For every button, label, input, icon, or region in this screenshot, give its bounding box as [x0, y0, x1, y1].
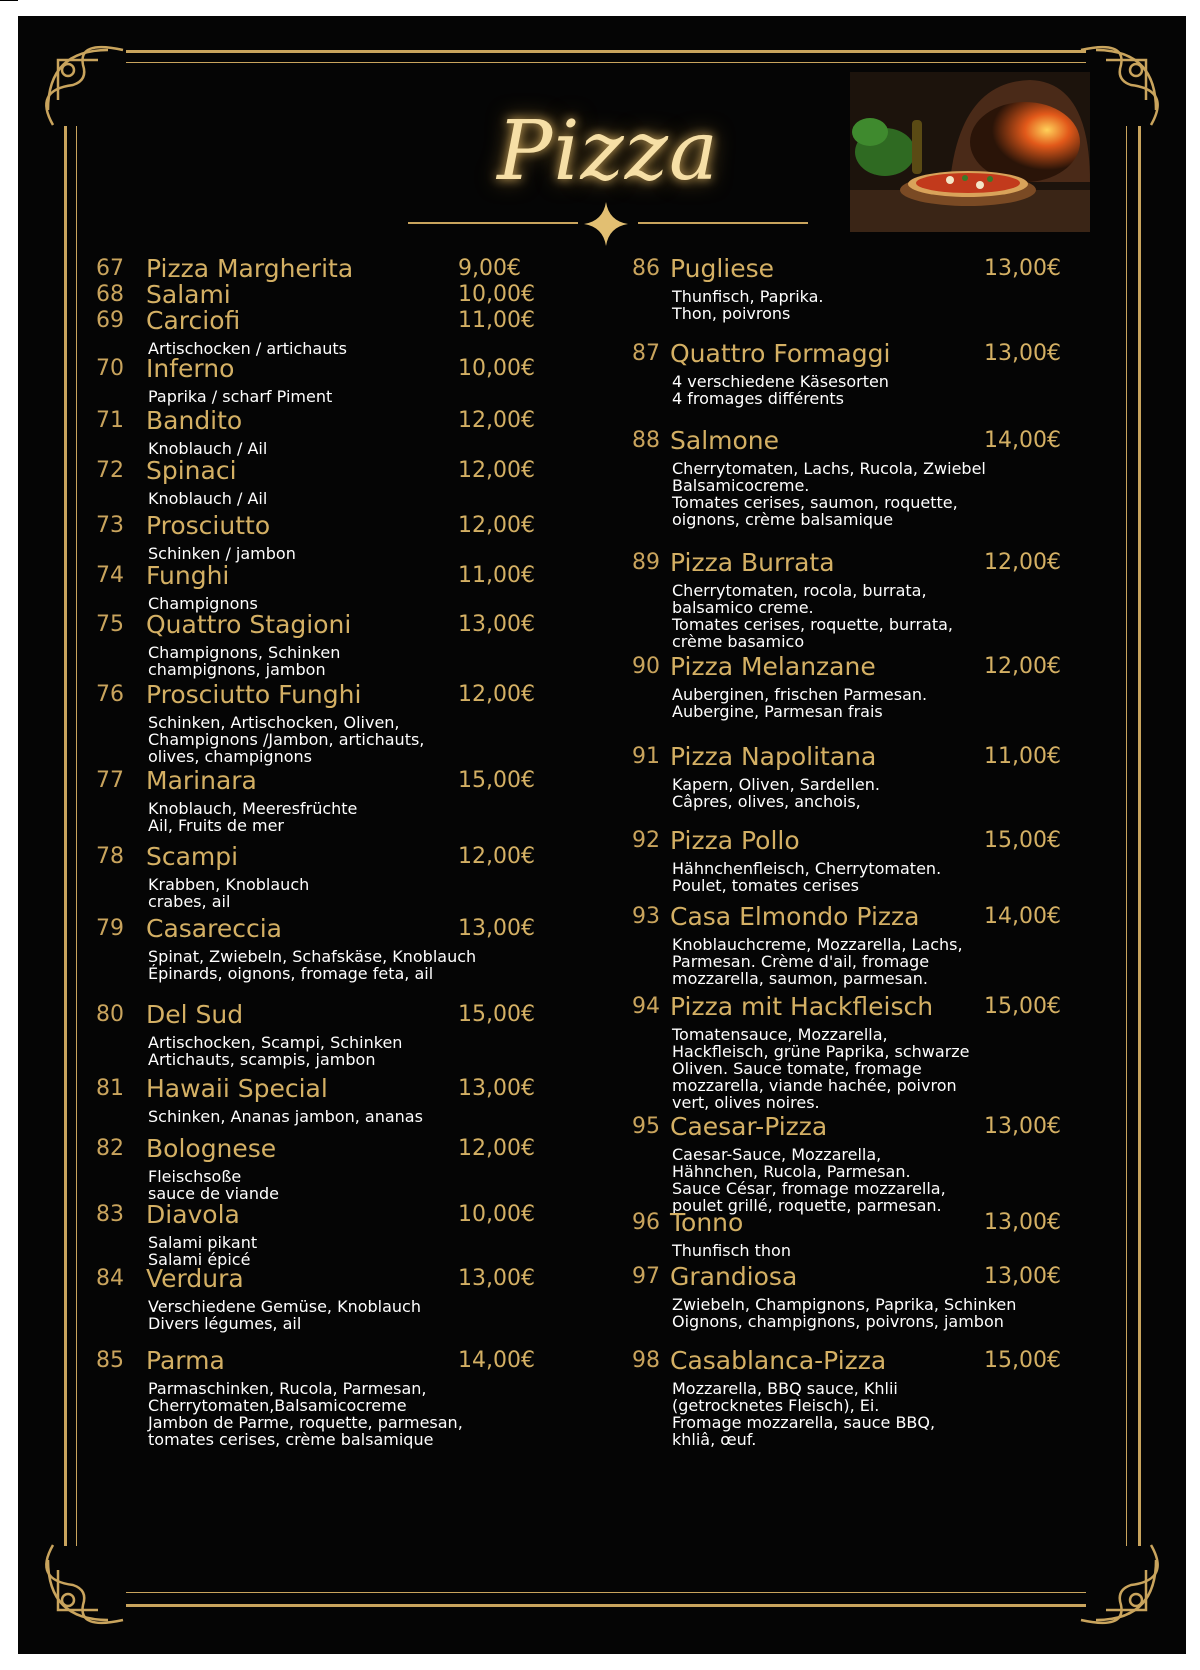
item-price: 11,00€ [458, 308, 535, 333]
item-name: Funghi [146, 561, 230, 590]
item-name: Tonno [670, 1208, 744, 1237]
item-description: Artischocken, Scampi, Schinken [148, 1033, 403, 1052]
item-name: Pizza Burrata [670, 548, 835, 577]
item-number: 85 [96, 1348, 124, 1373]
item-price: 12,00€ [458, 844, 535, 869]
item-description: Knoblauch / Ail [148, 439, 268, 458]
item-description: khliâ, œuf. [672, 1430, 757, 1449]
frame-line [126, 1592, 1086, 1593]
item-name: Pizza mit Hackfleisch [670, 992, 934, 1021]
item-price: 12,00€ [458, 513, 535, 538]
item-name: Diavola [146, 1200, 240, 1229]
corner-ornament-icon [28, 1540, 128, 1640]
item-name: Quattro Stagioni [146, 610, 352, 639]
corner-ornament-icon [1076, 30, 1176, 130]
item-price: 13,00€ [984, 341, 1061, 366]
item-name: Scampi [146, 842, 239, 871]
item-description: olives, champignons [148, 747, 312, 766]
item-price: 12,00€ [458, 682, 535, 707]
item-description: mozzarella, saumon, parmesan. [672, 969, 928, 988]
item-number: 92 [632, 828, 660, 853]
item-description: Cherrytomaten, Lachs, Rucola, Zwiebel [672, 459, 986, 478]
item-description: Hähnchenfleisch, Cherrytomaten. [672, 859, 942, 878]
item-name: Marinara [146, 766, 257, 795]
item-description: Tomates cerises, saumon, roquette, [672, 493, 958, 512]
item-description: Hähnchen, Rucola, Parmesan. [672, 1162, 911, 1181]
item-description: balsamico creme. [672, 598, 814, 617]
item-description: Champignons /Jambon, artichauts, [148, 730, 425, 749]
crop-mark [0, 0, 18, 1]
frame-line [1126, 126, 1127, 1546]
item-name: Salmone [670, 426, 780, 455]
item-description: Caesar-Sauce, Mozzarella, [672, 1145, 882, 1164]
item-name: Bandito [146, 406, 243, 435]
item-description: Balsamicocreme. [672, 476, 810, 495]
item-price: 15,00€ [458, 1002, 535, 1027]
item-description: tomates cerises, crème balsamique [148, 1430, 434, 1449]
item-description: Artichauts, scampis, jambon [148, 1050, 376, 1069]
item-number: 81 [96, 1076, 124, 1101]
item-name: Prosciutto [146, 511, 271, 540]
item-number: 67 [96, 256, 124, 281]
item-name: Carciofi [146, 306, 241, 335]
item-description: sauce de viande [148, 1184, 279, 1203]
item-description: Spinat, Zwiebeln, Schafskäse, Knoblauch [148, 947, 477, 966]
item-description: Divers légumes, ail [148, 1314, 302, 1333]
item-price: 12,00€ [458, 458, 535, 483]
item-number: 68 [96, 282, 124, 307]
item-description: Parmesan. Crème d'ail, fromage [672, 952, 930, 971]
item-name: Casa Elmondo Pizza [670, 902, 920, 931]
item-price: 12,00€ [984, 550, 1061, 575]
item-description: Verschiedene Gemüse, Knoblauch [148, 1297, 421, 1316]
item-description: Krabben, Knoblauch [148, 875, 310, 894]
frame-line [1138, 126, 1141, 1546]
item-number: 76 [96, 682, 124, 707]
item-description: Thunfisch thon [672, 1241, 791, 1260]
frame-line [64, 126, 67, 1546]
item-name: Pizza Margherita [146, 254, 354, 283]
item-description: oignons, crème balsamique [672, 510, 894, 529]
item-number: 88 [632, 428, 660, 453]
item-description: Poulet, tomates cerises [672, 876, 859, 895]
item-price: 9,00€ [458, 256, 521, 281]
frame-line [126, 62, 1086, 63]
item-number: 80 [96, 1002, 124, 1027]
item-number: 77 [96, 768, 124, 793]
item-name: Del Sud [146, 1000, 244, 1029]
item-description: Salami pikant [148, 1233, 258, 1252]
item-description: Jambon de Parme, roquette, parmesan, [148, 1413, 463, 1432]
item-description: crabes, ail [148, 892, 231, 911]
item-description: Sauce César, fromage mozzarella, [672, 1179, 946, 1198]
item-description: Cherrytomaten, rocola, burrata, [672, 581, 927, 600]
item-name: Salami [146, 280, 231, 309]
item-description: crème basamico [672, 632, 805, 651]
title-divider [638, 222, 808, 224]
item-number: 71 [96, 408, 124, 433]
item-description: Cherrytomaten,Balsamicocreme [148, 1396, 407, 1415]
page-title: Pizza [497, 104, 719, 199]
item-description: Schinken / jambon [148, 544, 296, 563]
item-price: 14,00€ [984, 904, 1061, 929]
pizza-photo [850, 72, 1090, 232]
item-description: Artischocken / artichauts [148, 339, 347, 358]
item-number: 97 [632, 1264, 660, 1289]
item-price: 13,00€ [984, 1114, 1061, 1139]
item-number: 75 [96, 612, 124, 637]
item-price: 14,00€ [984, 428, 1061, 453]
item-description: Tomates cerises, roquette, burrata, [672, 615, 953, 634]
item-description: Aubergine, Parmesan frais [672, 702, 883, 721]
item-price: 13,00€ [984, 1210, 1061, 1235]
item-description: Zwiebeln, Champignons, Paprika, Schinken [672, 1295, 1017, 1314]
item-description: Ail, Fruits de mer [148, 816, 284, 835]
item-price: 10,00€ [458, 1202, 535, 1227]
item-price: 15,00€ [984, 994, 1061, 1019]
sparkle-icon [584, 202, 628, 246]
item-name: Prosciutto Funghi [146, 680, 362, 709]
item-description: Champignons [148, 594, 258, 613]
item-description: Knoblauch, Meeresfrüchte [148, 799, 358, 818]
item-name: Pizza Melanzane [670, 652, 876, 681]
menu-page [18, 16, 1186, 1654]
item-name: Pizza Napolitana [670, 742, 877, 771]
item-description: Câpres, olives, anchois, [672, 792, 861, 811]
item-description: Parmaschinken, Rucola, Parmesan, [148, 1379, 427, 1398]
item-name: Spinaci [146, 456, 237, 485]
item-description: Tomatensauce, Mozzarella, [672, 1025, 888, 1044]
item-number: 82 [96, 1136, 124, 1161]
item-description: Fleischsoße [148, 1167, 242, 1186]
item-number: 93 [632, 904, 660, 929]
item-price: 15,00€ [984, 1348, 1061, 1373]
item-number: 94 [632, 994, 660, 1019]
item-description: Schinken, Artischocken, Oliven, [148, 713, 400, 732]
item-description: Mozzarella, BBQ sauce, Khlii [672, 1379, 898, 1398]
item-description: Knoblauch / Ail [148, 489, 268, 508]
item-number: 83 [96, 1202, 124, 1227]
item-description: Fromage mozzarella, sauce BBQ, [672, 1413, 936, 1432]
item-description: vert, olives noires. [672, 1093, 820, 1112]
item-name: Casareccia [146, 914, 282, 943]
item-number: 91 [632, 744, 660, 769]
item-description: poulet grillé, roquette, parmesan. [672, 1196, 942, 1215]
item-number: 86 [632, 256, 660, 281]
item-number: 78 [96, 844, 124, 869]
item-description: Salami épicé [148, 1250, 251, 1269]
item-description: Paprika / scharf Piment [148, 387, 333, 406]
item-name: Casablanca-Pizza [670, 1346, 887, 1375]
item-description: Thon, poivrons [672, 304, 791, 323]
item-description: mozzarella, viande hachée, poivron [672, 1076, 957, 1095]
item-description: Knoblauchcreme, Mozzarella, Lachs, [672, 935, 963, 954]
item-description: (getrocknetes Fleisch), Ei. [672, 1396, 880, 1415]
item-number: 70 [96, 356, 124, 381]
item-number: 96 [632, 1210, 660, 1235]
item-number: 90 [632, 654, 660, 679]
item-price: 11,00€ [984, 744, 1061, 769]
item-number: 69 [96, 308, 124, 333]
item-description: Oignons, champignons, poivrons, jambon [672, 1312, 1004, 1331]
item-number: 72 [96, 458, 124, 483]
item-name: Inferno [146, 354, 235, 383]
item-price: 12,00€ [458, 408, 535, 433]
item-price: 12,00€ [984, 654, 1061, 679]
item-number: 87 [632, 341, 660, 366]
item-description: 4 fromages différents [672, 389, 845, 408]
item-name: Verdura [146, 1264, 244, 1293]
item-price: 11,00€ [458, 563, 535, 588]
item-price: 13,00€ [458, 1266, 535, 1291]
item-description: Épinards, oignons, fromage feta, ail [148, 964, 434, 983]
item-description: champignons, jambon [148, 660, 326, 679]
item-number: 73 [96, 513, 124, 538]
item-description: Schinken, Ananas jambon, ananas [148, 1107, 423, 1126]
item-price: 13,00€ [458, 916, 535, 941]
title-divider [408, 222, 578, 224]
item-description: Champignons, Schinken [148, 643, 341, 662]
corner-ornament-icon [1076, 1540, 1176, 1640]
item-number: 79 [96, 916, 124, 941]
item-price: 14,00€ [458, 1348, 535, 1373]
item-number: 84 [96, 1266, 124, 1291]
item-number: 74 [96, 563, 124, 588]
item-price: 12,00€ [458, 1136, 535, 1161]
corner-ornament-icon [28, 30, 128, 130]
item-number: 95 [632, 1114, 660, 1139]
item-name: Parma [146, 1346, 225, 1375]
item-name: Bolognese [146, 1134, 277, 1163]
item-description: Auberginen, frischen Parmesan. [672, 685, 928, 704]
item-price: 10,00€ [458, 356, 535, 381]
item-name: Caesar-Pizza [670, 1112, 828, 1141]
item-price: 15,00€ [458, 768, 535, 793]
item-description: Thunfisch, Paprika. [672, 287, 824, 306]
frame-line [126, 1604, 1086, 1607]
item-price: 13,00€ [458, 1076, 535, 1101]
item-description: Kapern, Oliven, Sardellen. [672, 775, 880, 794]
item-price: 13,00€ [984, 256, 1061, 281]
item-name: Quattro Formaggi [670, 339, 891, 368]
item-name: Grandiosa [670, 1262, 798, 1291]
item-name: Hawaii Special [146, 1074, 328, 1103]
item-description: Oliven. Sauce tomate, fromage [672, 1059, 922, 1078]
item-price: 13,00€ [458, 612, 535, 637]
item-name: Pizza Pollo [670, 826, 800, 855]
item-number: 89 [632, 550, 660, 575]
item-name: Pugliese [670, 254, 775, 283]
item-price: 13,00€ [984, 1264, 1061, 1289]
frame-line [76, 126, 77, 1546]
item-number: 98 [632, 1348, 660, 1373]
item-price: 15,00€ [984, 828, 1061, 853]
frame-line [126, 50, 1086, 53]
item-description: Hackfleisch, grüne Paprika, schwarze [672, 1042, 970, 1061]
item-price: 10,00€ [458, 282, 535, 307]
item-description: 4 verschiedene Käsesorten [672, 372, 889, 391]
